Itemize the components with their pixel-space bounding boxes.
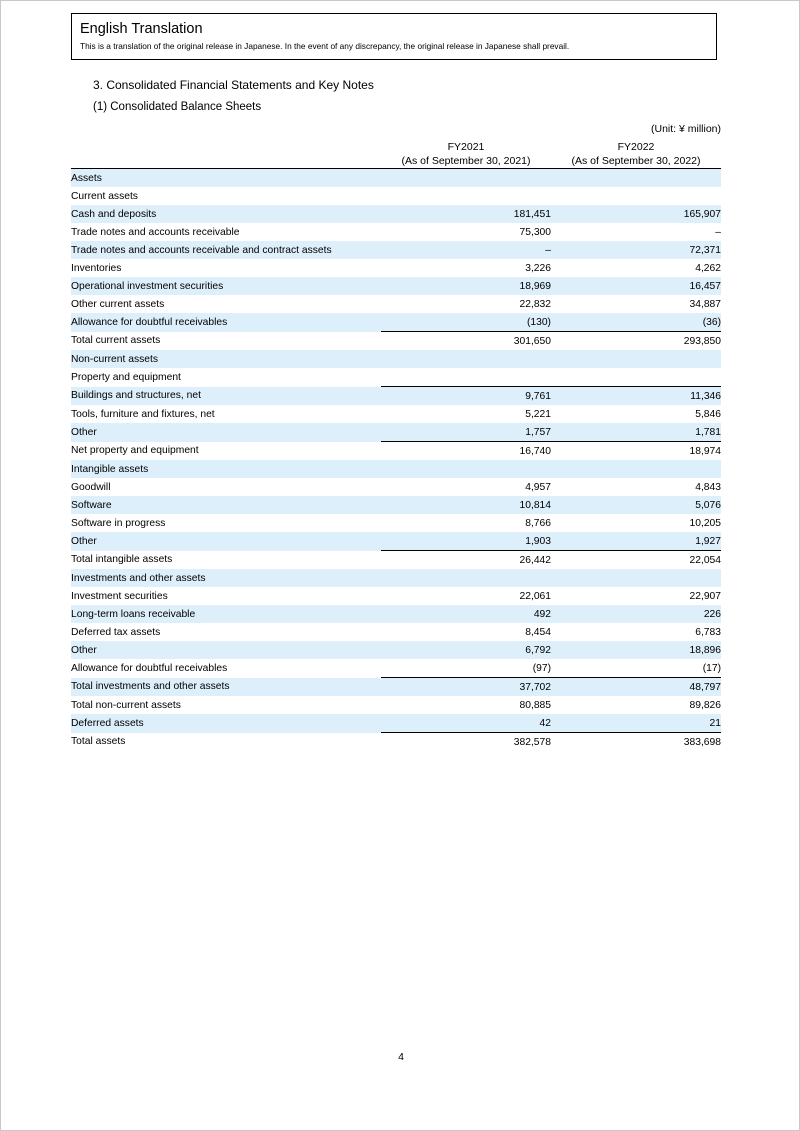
row-value-fy2022 [551,169,721,188]
table-row [71,733,721,752]
table-row [71,496,721,514]
table-row [71,569,721,587]
row-value-fy2021: 22,832 [519,298,551,310]
table-row [71,332,721,351]
table-row [71,714,721,733]
table-row [71,313,721,332]
table-row [71,405,721,423]
row-label: Net property and equipment [71,445,199,457]
row-value-fy2021: 9,761 [381,387,551,406]
row-value-fy2022: 4,262 [695,262,721,274]
table-row [71,442,721,461]
row-value-fy2021: 1,903 [381,532,551,551]
row-value-fy2022: 10,205 [689,517,721,529]
table-row [71,605,721,623]
row-value-fy2022 [551,569,721,587]
row-value-fy2021: 26,442 [381,551,551,570]
table-header-row [71,140,721,169]
column-header-fy2021 [381,140,551,169]
row-value-fy2022: 22,907 [689,590,721,602]
row-label: Intangible assets [71,460,381,478]
row-label: Other [71,423,381,442]
row-value-fy2022: 1,927 [551,532,721,551]
row-value-fy2022: 72,371 [551,241,721,259]
row-label: Current assets [71,190,138,202]
table-row [71,259,721,277]
row-value-fy2021: 16,740 [381,442,551,461]
row-label: Non-current assets [71,350,381,368]
table-row [71,696,721,714]
row-value-fy2022 [551,350,721,368]
row-value-fy2021: 492 [381,605,551,623]
row-value-fy2021 [381,350,551,368]
row-value-fy2021 [381,460,551,478]
table-row [71,387,721,406]
row-value-fy2022: 165,907 [551,205,721,223]
table-row [71,641,721,659]
row-label: Assets [71,169,381,188]
column-header-fy2021-year: FY2021 [447,141,485,153]
row-label: Allowance for doubtful receivables [71,313,381,332]
table-row [71,205,721,223]
row-value-fy2021: 18,969 [381,277,551,295]
row-value-fy2021: 75,300 [519,226,551,238]
row-value-fy2022: 22,054 [551,551,721,570]
row-value-fy2021: 6,792 [381,641,551,659]
row-value-fy2022: 383,698 [551,733,721,752]
notice-title: English Translation [80,21,203,37]
row-value-fy2021: 5,221 [525,408,551,420]
row-value-fy2021 [381,187,551,205]
row-value-fy2022: 5,846 [695,408,721,420]
column-header-fy2022 [551,140,721,169]
table-row [71,277,721,295]
row-value-fy2022: (36) [551,313,721,332]
table-row [71,532,721,551]
table-row [71,659,721,678]
page-number: 4 [398,1051,404,1063]
row-label: Long-term loans receivable [71,605,381,623]
row-value-fy2021: 80,885 [519,699,551,711]
row-label: Property and equipment [71,371,181,383]
row-value-fy2021: 10,814 [381,496,551,514]
row-label: Deferred assets [71,714,381,733]
row-value-fy2021: 42 [381,714,551,733]
row-value-fy2021: (130) [381,313,551,332]
row-value-fy2022: 5,076 [551,496,721,514]
table-row [71,623,721,641]
row-value-fy2022: 4,843 [695,481,721,493]
table-body [71,169,721,752]
table-row [71,169,721,188]
row-value-fy2022: 21 [551,714,721,733]
row-label: Inventories [71,262,122,274]
row-label: Total current assets [71,335,161,347]
column-header-label [71,140,381,169]
table-row [71,587,721,605]
english-translation-notice [71,13,717,60]
row-label: Trade notes and accounts receivable [71,226,240,238]
row-value-fy2022: 11,346 [551,387,721,406]
row-label: Goodwill [71,481,111,493]
table-row [71,678,721,697]
row-label: Operational investment securities [71,277,381,295]
column-header-fy2022-date: (As of September 30, 2022) [571,155,701,167]
section-heading: 3. Consolidated Financial Statements and Key Notes [93,78,374,92]
row-label: Cash and deposits [71,205,381,223]
row-value-fy2022: 6,783 [695,626,721,638]
page-content [71,13,731,751]
row-value-fy2022: 34,887 [689,298,721,310]
row-value-fy2021: (97) [532,662,551,674]
row-value-fy2022: 1,781 [551,423,721,442]
row-value-fy2022 [551,368,721,387]
row-value-fy2021 [381,368,551,387]
table-row [71,295,721,313]
row-value-fy2022: 18,974 [551,442,721,461]
row-label: Investment securities [71,590,168,602]
row-value-fy2021: 4,957 [525,481,551,493]
row-value-fy2022: 16,457 [551,277,721,295]
row-value-fy2021 [381,169,551,188]
notice-text: This is a translation of the original release in Japanese. In the event of any discrepancy, the original release in Japanese shall prevail. [80,41,570,51]
table-row [71,551,721,570]
row-value-fy2021: 37,702 [381,678,551,697]
row-value-fy2022 [551,460,721,478]
row-value-fy2021 [381,569,551,587]
table-row [71,350,721,368]
table-row [71,223,721,241]
row-value-fy2021: 181,451 [381,205,551,223]
table-row [71,460,721,478]
row-label: Trade notes and accounts receivable and contract assets [71,241,381,259]
row-value-fy2022: 293,850 [551,332,721,351]
row-value-fy2021: 301,650 [381,332,551,351]
table-row [71,423,721,442]
row-value-fy2021: 8,766 [525,517,551,529]
row-label: Total assets [71,736,126,748]
row-value-fy2022: 48,797 [551,678,721,697]
table-row [71,478,721,496]
row-label: Buildings and structures, net [71,387,381,406]
row-value-fy2022: – [715,226,721,238]
row-label: Software in progress [71,517,166,529]
unit-label: (Unit: ¥ million) [650,123,721,135]
row-label: Investments and other assets [71,569,381,587]
row-label: Other [71,532,381,551]
balance-sheet-table [71,140,721,751]
row-label: Deferred tax assets [71,626,161,638]
row-label: Total investments and other assets [71,678,381,697]
row-value-fy2021: 382,578 [381,733,551,752]
row-value-fy2021: – [381,241,551,259]
row-value-fy2022: 226 [551,605,721,623]
row-label: Software [71,496,381,514]
row-value-fy2022 [551,187,721,205]
row-label: Total intangible assets [71,554,173,566]
row-value-fy2021: 8,454 [525,626,551,638]
row-value-fy2022: (17) [702,662,721,674]
row-label: Other [71,641,381,659]
column-header-fy2022-year: FY2022 [617,141,655,153]
row-value-fy2022: 89,826 [689,699,721,711]
subsection-heading: (1) Consolidated Balance Sheets [93,101,262,113]
row-value-fy2021: 22,061 [519,590,551,602]
table-row [71,241,721,259]
column-header-fy2021-date: (As of September 30, 2021) [401,155,531,167]
row-label: Allowance for doubtful receivables [71,662,228,674]
row-value-fy2021: 3,226 [525,262,551,274]
row-value-fy2022: 18,896 [551,641,721,659]
table-row [71,187,721,205]
row-label: Other current assets [71,298,165,310]
row-label: Tools, furniture and fixtures, net [71,408,215,420]
row-value-fy2021: 1,757 [381,423,551,442]
table-row [71,368,721,387]
row-label: Total non-current assets [71,699,181,711]
table-row [71,514,721,532]
